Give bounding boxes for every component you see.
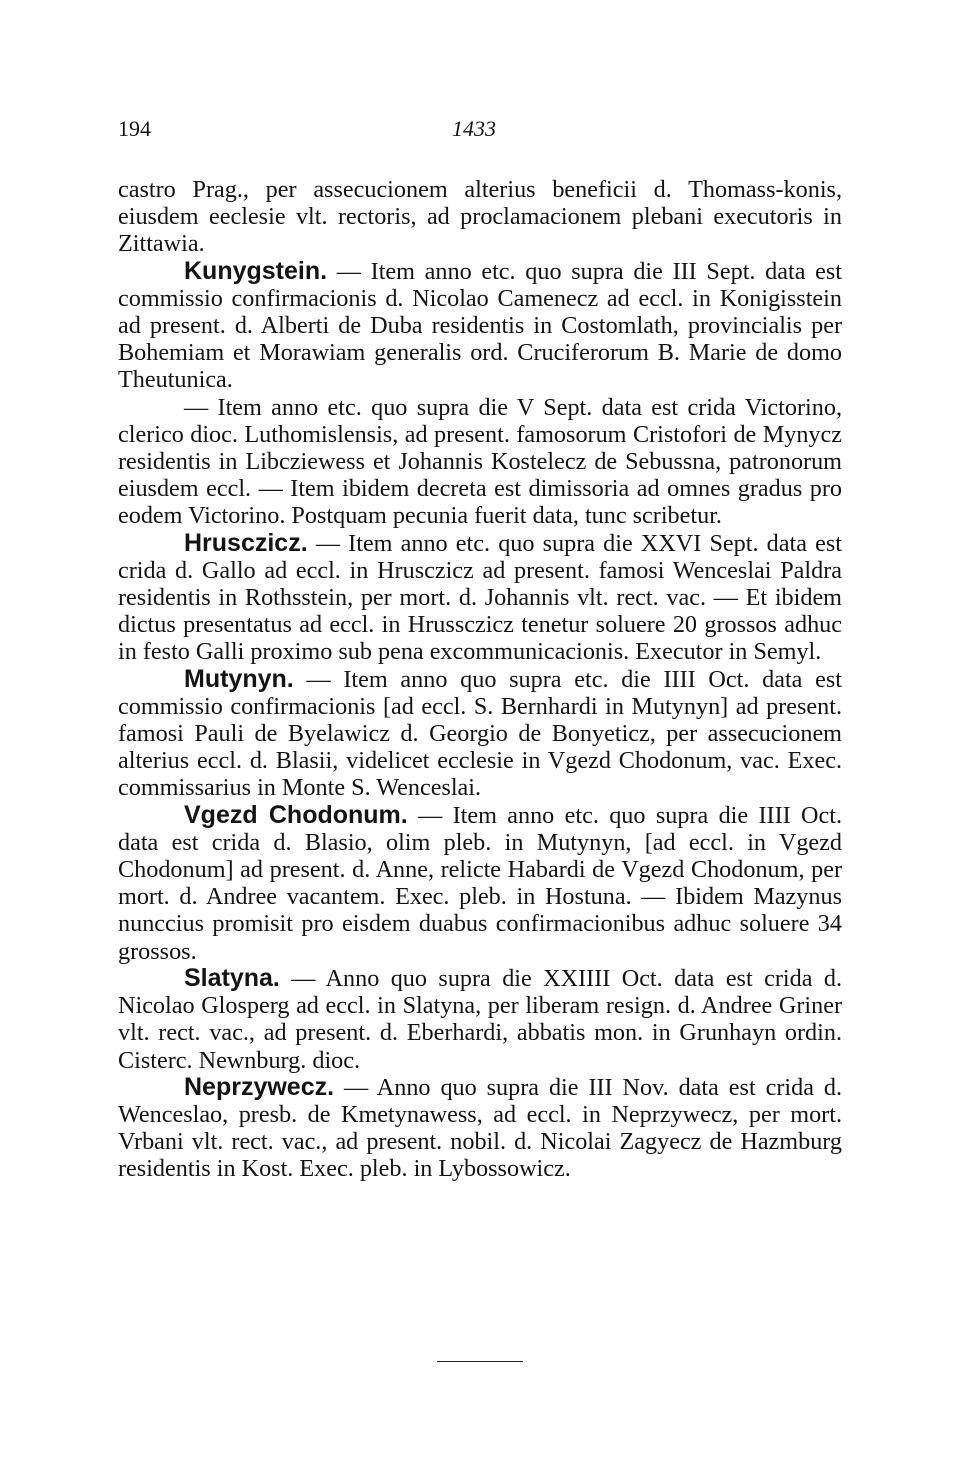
body-text xyxy=(118,176,842,1183)
running-head xyxy=(118,112,842,146)
page-number: 194 xyxy=(118,116,151,141)
place-name: Hrusczicz. xyxy=(184,528,308,557)
paragraph xyxy=(118,965,842,1074)
entry-text: — Anno quo supra die XXIIII Oct. data est crida d. Nicolao Glosperg ad eccl. in Slatyna, per liberam resign. d. Andree Griner vlt. rect. vac., ad present. d. Eberhardi, abbatis mon. in Grunhayn ordin. Cisterc. Newnburg. dioc. xyxy=(118,964,842,1074)
place-name: Neprzywecz. xyxy=(184,1072,335,1101)
entry-text: — Item anno etc. quo supra die IIII Oct. data est crida d. Blasio, olim pleb. in Mutynyn, [ad eccl. in Vgezd Chodonum] ad present. d. Anne, relicte Habardi de Vgezd Chodonum, per mort. d. Andree vacantem. Exec. pleb. in Hostuna. — Ibidem Mazynus nunccius promisit pro eisdem duabus confirmacionibus adhuc soluere 34 grossos. xyxy=(118,801,842,965)
entry-text: — Item anno quo supra etc. die IIII Oct. data est commissio confirmacionis [ad eccl. S. Bernhardi in Mutynyn] ad present. famosi Pauli de Byelawicz d. Georgio de Bonyeticz, per assecucionem alterius eccl. d. Blasii, videlicet ecclesie in Vgezd Chodonum, vac. Exec. commissarius in Monte S. Wenceslai. xyxy=(118,665,842,802)
entry-text: — Item anno etc. quo supra die III Sept. data est commissio confirmacionis d. Nicolao Camenecz ad eccl. in Konigisstein ad present. d. Alberti de Duba residentis in Costomlath, provincialis per Bohemiam et Morawiam generalis ord. Cruciferorum B. Marie de domo Theutunica. xyxy=(118,257,842,394)
running-head-year: 1433 xyxy=(452,116,496,141)
paragraph xyxy=(118,176,842,258)
place-name: Mutynyn. xyxy=(184,664,294,693)
closing-rule xyxy=(437,1361,523,1362)
paragraph xyxy=(118,1074,842,1183)
entry-text: — Item anno etc. quo supra die V Sept. data est crida Victorino, clerico dioc. Luthomislensis, ad present. famosorum Cristofori de Mynycz residentis in Libcziewess et Johannis Kostelecz de Sebussna, patronorum eiusdem eccl. — Item ibidem decreta est dimissoria ad omnes gradus pro eodem Victorino. Postquam pecunia fuerit data, tunc scribetur. xyxy=(118,393,842,530)
paragraph xyxy=(118,666,842,802)
entry-text: — Anno quo supra die III Nov. data est crida d. Wenceslao, presb. de Kmetynawess, ad eccl. in Neprzywecz, per mort. Vrbani vlt. rect. vac., ad present. nobil. d. Nicolai Zagyecz de Hazmburg residentis in Kost. Exec. pleb. in Lybossowicz. xyxy=(118,1073,842,1183)
paragraph xyxy=(118,394,842,530)
paragraph xyxy=(118,530,842,666)
place-name: Kunygstein. xyxy=(184,256,328,285)
entry-text: — Item anno etc. quo supra die XXVI Sept. data est crida d. Gallo ad eccl. in Hrusczicz ad present. famosi Wenceslai Paldra residentis in Rothsstein, per mort. d. Johannis vlt. rect. vac. — Et ibidem dictus presentatus ad eccl. in Hrussczicz tenetur soluere 20 grossos adhuc in festo Galli proximo sub pena excommunicacionis. Executor in Semyl. xyxy=(118,529,842,666)
entry-text: castro Prag., per assecucionem alterius beneficii d. Thomass-konis, eiusdem eeclesie vlt. rectoris, ad proclamacionem plebani executoris in Zittawia. xyxy=(118,176,842,258)
paragraph xyxy=(118,802,842,965)
place-name: Vgezd Chodonum. xyxy=(184,800,408,829)
place-name: Slatyna. xyxy=(184,963,280,992)
paragraph xyxy=(118,258,842,394)
